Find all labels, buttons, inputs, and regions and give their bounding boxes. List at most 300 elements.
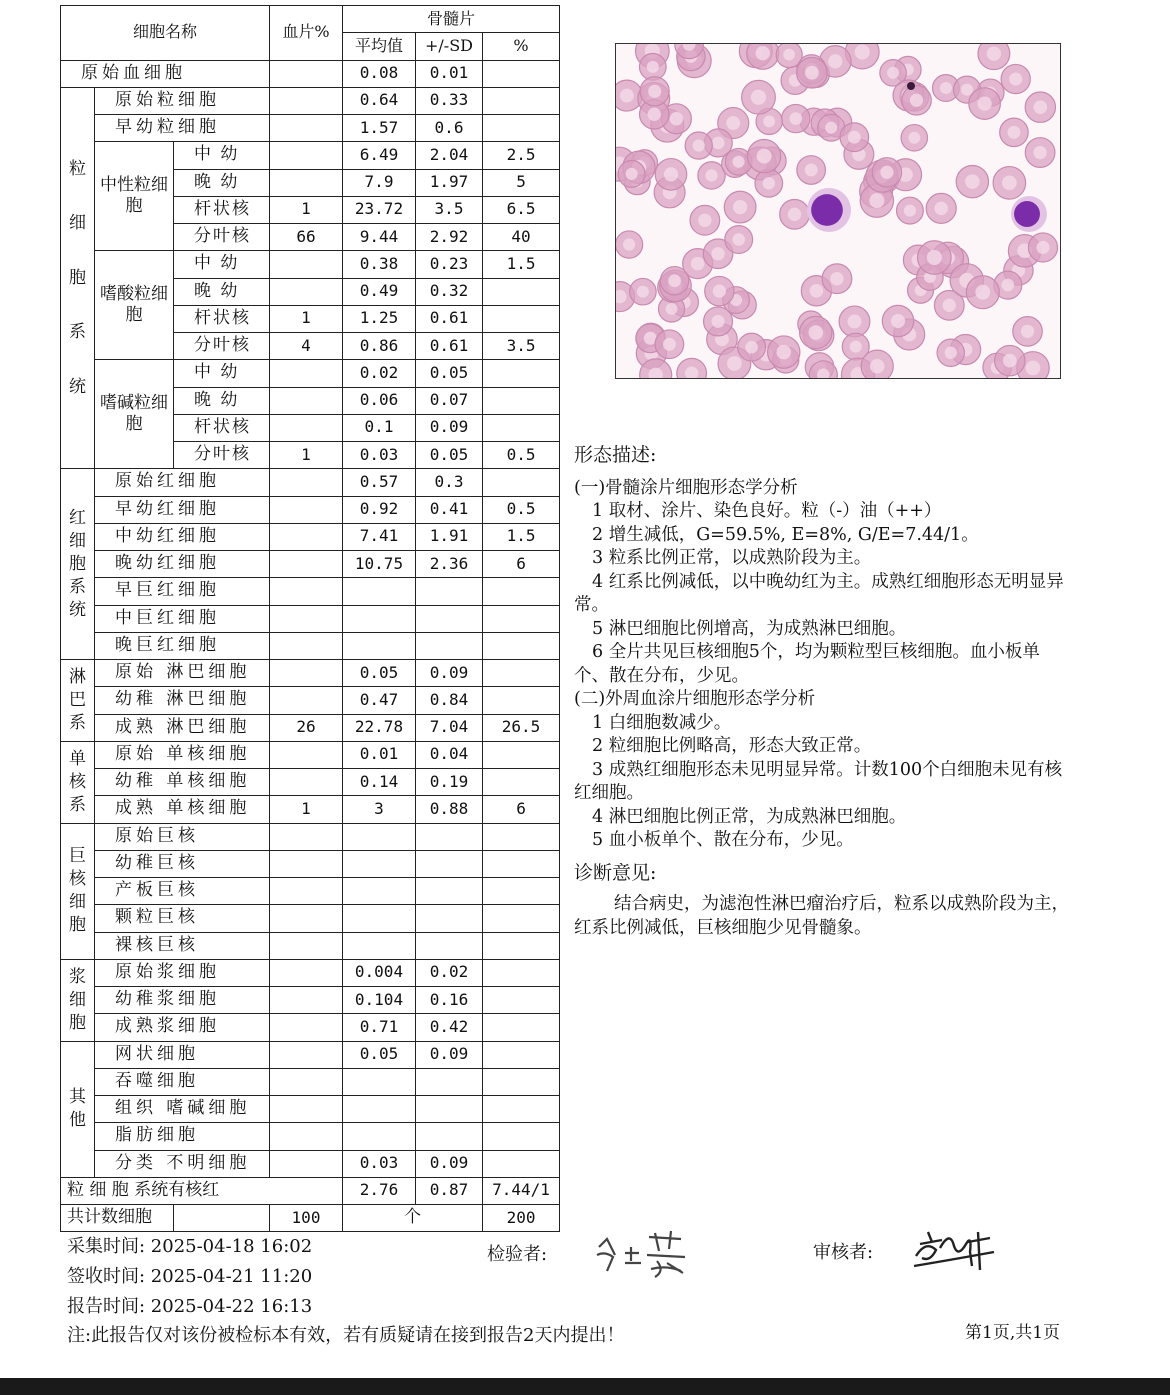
sd-value: 0.32 (416, 278, 483, 305)
rbc-pallor (788, 208, 801, 221)
row-label: 早幼粒细胞 (95, 115, 270, 142)
mean-value: 0.004 (343, 959, 416, 986)
pct-value (483, 1041, 560, 1068)
bottom-bar (0, 1378, 1170, 1395)
receive-time: 签收时间: 2025-04-21 11:20 (67, 1266, 313, 1287)
rbc-pallor (648, 108, 661, 121)
mean-value: 10.75 (343, 551, 416, 578)
pct-value: 0.5 (483, 442, 560, 469)
part1-item: 5 淋巴细胞比例增高，为成熟淋巴细胞。 (592, 618, 907, 639)
group-other: 其他 (61, 1041, 95, 1177)
rbc-pallor (763, 116, 775, 128)
mean-value: 0.71 (343, 1014, 416, 1041)
sd-value (416, 578, 483, 605)
examiner-signature (585, 1225, 695, 1280)
row-label: 分叶核 (174, 442, 270, 469)
pct-value (483, 1014, 560, 1041)
sd-value: 1.97 (416, 169, 483, 196)
sd-value: 1.91 (416, 523, 483, 550)
mean-value: 0.05 (343, 1041, 416, 1068)
mean-value: 0.02 (343, 360, 416, 387)
ratio-mean: 2.76 (343, 1177, 416, 1204)
pct-value: 0.5 (483, 496, 560, 523)
pct-value: 2.5 (483, 142, 560, 169)
row-label: 中幼红细胞 (95, 523, 270, 550)
rbc-pallor (711, 247, 724, 260)
rbc-pallor (757, 149, 772, 164)
sd-value: 0.61 (416, 305, 483, 332)
row-label: 幼稚巨核 (95, 850, 270, 877)
rbc-pallor (927, 250, 942, 265)
blood-value (270, 87, 343, 114)
rbc-pallor (943, 299, 956, 312)
rbc-pallor (663, 338, 676, 351)
sd-value: 0.23 (416, 251, 483, 278)
mean-value: 0.03 (343, 1150, 416, 1177)
blood-value (270, 1096, 343, 1123)
rbc-pallor (848, 131, 861, 144)
rbc-pallor (825, 122, 837, 134)
mean-value: 0.01 (343, 741, 416, 768)
pct-value (483, 769, 560, 796)
rbc-pallor (751, 90, 766, 105)
subgroup-eosino: 嗜酸粒细胞 (95, 251, 174, 360)
diagnosis-text: 结合病史，为滤泡性淋巴瘤治疗后，粒系以成熟阶段为主，红系比例减低，巨核细胞少见骨髓象。 (574, 894, 1069, 938)
mean-value: 0.05 (343, 660, 416, 687)
row-label: 杆状核 (174, 305, 270, 332)
header-mean: 平均值 (343, 33, 416, 60)
pct-value (483, 605, 560, 632)
disclaimer-note: 注:此报告仅对该份被检标本有效，若有质疑请在接到报告2天内提出！ (67, 1325, 625, 1346)
blood-value (270, 687, 343, 714)
pct-value: 6.5 (483, 196, 560, 223)
row-label: 分类 不明细胞 (95, 1150, 270, 1177)
rbc-pallor (733, 156, 745, 168)
sd-value (416, 1123, 483, 1150)
mean-value: 0.1 (343, 414, 416, 441)
page-number: 第1页,共1页 (965, 1323, 1061, 1343)
row-label: 中 幼 (174, 360, 270, 387)
sd-value: 0.07 (416, 387, 483, 414)
blood-value: 1 (270, 796, 343, 823)
pct-value (483, 987, 560, 1014)
mean-value: 22.78 (343, 714, 416, 741)
pct-value: 6 (483, 796, 560, 823)
pct-value: 40 (483, 224, 560, 251)
rbc-pallor (828, 54, 842, 68)
rbc-pallor (830, 272, 843, 285)
row-label: 颗粒巨核 (95, 905, 270, 932)
pct-value: 1.5 (483, 251, 560, 278)
blood-value (270, 660, 343, 687)
pct-value (483, 278, 560, 305)
group-lympho: 淋巴系 (61, 660, 95, 742)
part2-item: 5 血小板单个、散在分布，少见。 (592, 830, 854, 850)
part2-item: 4 淋巴细胞比例正常，为成熟淋巴细胞。 (592, 806, 907, 827)
blood-value (270, 741, 343, 768)
report-time: 报告时间: 2025-04-22 16:13 (67, 1296, 313, 1317)
rbc-pallor (732, 233, 745, 246)
blood-value (270, 169, 343, 196)
rbc-pallor (891, 314, 905, 328)
row-label: 晚幼红细胞 (95, 551, 270, 578)
rbc-pallor (940, 82, 952, 94)
pct-value (483, 878, 560, 905)
row-label: 中 幼 (174, 142, 270, 169)
sd-value (416, 905, 483, 932)
mean-value: 0.64 (343, 87, 416, 114)
leukocyte-nucleus (811, 194, 843, 226)
rbc-pallor (637, 286, 649, 298)
blood-value: 1 (270, 196, 343, 223)
row-label: 成熟 单核细胞 (95, 796, 270, 823)
rbc-pallor (713, 285, 726, 298)
rbc-pallor (726, 116, 740, 130)
rbc-pallor (848, 315, 862, 329)
blood-value (270, 115, 343, 142)
row-label: 原始 淋巴细胞 (95, 660, 270, 687)
sd-value: 0.09 (416, 1150, 483, 1177)
part2-item: 1 白细胞数减少。 (592, 712, 732, 733)
header-sd: +/-SD (416, 33, 483, 60)
sd-value: 0.02 (416, 959, 483, 986)
blood-value (270, 469, 343, 496)
pct-value (483, 414, 560, 441)
sd-value: 7.04 (416, 714, 483, 741)
mean-value (343, 878, 416, 905)
pct-value (483, 469, 560, 496)
sd-value (416, 1068, 483, 1095)
rbc-pallor (647, 61, 659, 73)
rbc-pallor (1001, 279, 1014, 292)
rbc-pallor (1021, 325, 1034, 338)
rbc-pallor (908, 132, 920, 144)
mean-value: 0.38 (343, 251, 416, 278)
pct-value (483, 741, 560, 768)
sd-value: 0.05 (416, 442, 483, 469)
row-label: 晚巨红细胞 (95, 632, 270, 659)
row-label: 早巨红细胞 (95, 578, 270, 605)
row-label: 网状细胞 (95, 1041, 270, 1068)
row-label: 分叶核 (174, 224, 270, 251)
row-label: 原始红细胞 (95, 469, 270, 496)
rbc-pallor (789, 112, 802, 125)
sd-value: 0.84 (416, 687, 483, 714)
mean-value (343, 823, 416, 850)
total-blood: 100 (270, 1205, 343, 1232)
bone-marrow-result-table (60, 5, 560, 1232)
blood-value (270, 1014, 343, 1041)
row-label: 产板巨核 (95, 878, 270, 905)
pct-value: 1.5 (483, 523, 560, 550)
mean-value: 0.06 (343, 387, 416, 414)
blood-value (270, 823, 343, 850)
rbc-pallor (1034, 100, 1048, 114)
mean-value (343, 932, 416, 959)
pct-value (483, 60, 560, 87)
pct-value: 3.5 (483, 333, 560, 360)
mean-value (343, 1096, 416, 1123)
blood-value: 1 (270, 442, 343, 469)
row-label: 裸核巨核 (95, 932, 270, 959)
row-label: 原始血细胞 (61, 60, 270, 87)
pct-value (483, 305, 560, 332)
rbc-pallor (668, 274, 681, 287)
mean-value: 0.57 (343, 469, 416, 496)
rbc-pallor (805, 164, 818, 177)
mean-value (343, 1123, 416, 1150)
sd-value (416, 823, 483, 850)
rbc-pallor (693, 139, 705, 151)
rbc-pallor (712, 137, 725, 150)
pct-value (483, 360, 560, 387)
mean-value (343, 850, 416, 877)
blood-value: 1 (270, 305, 343, 332)
blood-value (270, 551, 343, 578)
rbc-pallor (880, 166, 893, 179)
rbc-pallor (975, 285, 990, 300)
rbc-pallor (712, 315, 725, 328)
row-label: 早幼红细胞 (95, 496, 270, 523)
rbc-pallor (1002, 176, 1017, 191)
total-pct: 200 (483, 1205, 560, 1232)
rbc-pallor (626, 168, 638, 180)
sd-value: 0.04 (416, 741, 483, 768)
pct-value: 26.5 (483, 714, 560, 741)
row-label: 原始 单核细胞 (95, 741, 270, 768)
pct-value (483, 959, 560, 986)
blood-value (270, 905, 343, 932)
sd-value: 0.33 (416, 87, 483, 114)
rbc-pallor (965, 174, 980, 189)
sd-value: 0.16 (416, 987, 483, 1014)
blood-value (270, 1041, 343, 1068)
part2-item: 2 粒细胞比例略高，形态大致正常。 (592, 736, 872, 756)
row-label: 幼稚 淋巴细胞 (95, 687, 270, 714)
sd-value: 2.36 (416, 551, 483, 578)
part1-item: 3 粒系比例正常，以成熟阶段为主。 (592, 548, 872, 568)
mean-value: 7.9 (343, 169, 416, 196)
mean-value (343, 578, 416, 605)
pct-value (483, 1068, 560, 1095)
blood-smear-photo (615, 43, 1061, 379)
rbc-pallor (934, 202, 947, 215)
blood-value (270, 278, 343, 305)
rbc-pallor (1026, 361, 1041, 376)
platelet (907, 82, 915, 90)
rbc-pallor (756, 46, 770, 60)
pct-value (483, 932, 560, 959)
rbc-pallor (961, 84, 973, 96)
sd-value: 0.09 (416, 1041, 483, 1068)
sd-value: 0.09 (416, 660, 483, 687)
pct-value (483, 850, 560, 877)
rbc-pallor (869, 193, 884, 208)
blood-value (270, 605, 343, 632)
rbc-pallor (978, 96, 992, 110)
rbc-pallor (733, 200, 747, 214)
morphology-title: 形态描述: (574, 444, 657, 466)
group-mega: 巨核细胞 (61, 823, 95, 959)
pct-value (483, 1096, 560, 1123)
part2-title: (二)外周血涂片细胞形态学分析 (574, 689, 816, 709)
mean-value (343, 605, 416, 632)
blood-value: 4 (270, 333, 343, 360)
mean-value: 0.03 (343, 442, 416, 469)
blood-value (270, 632, 343, 659)
blood-value (270, 1150, 343, 1177)
mean-value: 1.57 (343, 115, 416, 142)
pct-value (483, 660, 560, 687)
row-label: 原始浆细胞 (95, 959, 270, 986)
rbc-pallor (810, 284, 824, 298)
pct-value: 5 (483, 169, 560, 196)
pct-value (483, 1123, 560, 1150)
header-cell-name: 细胞名称 (61, 6, 270, 61)
mean-value: 3 (343, 796, 416, 823)
blood-value: 66 (270, 224, 343, 251)
rbc-pallor (705, 169, 717, 181)
header-marrow: 骨髓片 (343, 6, 560, 33)
sd-value: 0.05 (416, 360, 483, 387)
rbc-pallor (698, 214, 711, 227)
total-unit: 个 (343, 1205, 483, 1232)
sd-value (416, 632, 483, 659)
blood-value (270, 878, 343, 905)
mean-value: 6.49 (343, 142, 416, 169)
part1-title: (一)骨髓涂片细胞形态学分析 (574, 477, 798, 498)
blood-value (270, 523, 343, 550)
mean-value: 0.14 (343, 769, 416, 796)
blood-value: 26 (270, 714, 343, 741)
sd-value: 0.19 (416, 769, 483, 796)
blood-value (270, 932, 343, 959)
pct-value (483, 1150, 560, 1177)
pct-value (483, 87, 560, 114)
rbc-pallor (910, 94, 923, 107)
rbc-pallor (1003, 354, 1017, 368)
row-label: 成熟 淋巴细胞 (95, 714, 270, 741)
rbc-pallor (620, 89, 634, 103)
blood-value (270, 1123, 343, 1150)
rbc-pallor (648, 85, 661, 98)
mean-value: 0.49 (343, 278, 416, 305)
row-label: 杆状核 (174, 414, 270, 441)
total-blank (174, 1205, 270, 1232)
mean-value: 0.08 (343, 60, 416, 87)
total-label: 共计数细胞 (61, 1205, 174, 1232)
sd-value: 0.41 (416, 496, 483, 523)
rbc-pallor (783, 49, 795, 61)
blood-value (270, 578, 343, 605)
group-plasma: 浆细胞 (61, 959, 95, 1041)
rbc-pallor (670, 112, 683, 125)
group-erythro: 红细胞系统 (61, 469, 95, 660)
ratio-pct: 7.44/1 (483, 1177, 560, 1204)
blood-value (270, 850, 343, 877)
sd-value: 0.61 (416, 333, 483, 360)
ratio-sd: 0.87 (416, 1177, 483, 1204)
rbc-pallor (727, 356, 742, 371)
part1-item: 1 取材、涂片、染色良好。粒（-）油（++） (592, 501, 942, 521)
pct-value (483, 387, 560, 414)
rbc-pallor (887, 67, 899, 79)
sd-value: 0.01 (416, 60, 483, 87)
rbc-pallor (904, 205, 916, 217)
row-label: 原始巨核 (95, 823, 270, 850)
mean-value (343, 1068, 416, 1095)
sd-value (416, 605, 483, 632)
mean-value (343, 905, 416, 932)
row-label: 晚 幼 (174, 387, 270, 414)
rbc-pallor (1033, 146, 1046, 159)
group-granulocyte: 粒细胞系统 (61, 87, 95, 469)
row-label: 分叶核 (174, 333, 270, 360)
part2-item: 3 成熟红细胞形态未见明显异常。计数100个白细胞未见有核红细胞。 (574, 759, 1063, 803)
row-label: 脂肪细胞 (95, 1123, 270, 1150)
morphology-panel (574, 444, 1069, 940)
row-label: 原始粒细胞 (95, 87, 270, 114)
diagnosis-title: 诊断意见: (574, 861, 657, 884)
rbc-pallor (1008, 126, 1021, 139)
row-label: 晚 幼 (174, 278, 270, 305)
subgroup-baso: 嗜碱粒细胞 (95, 360, 174, 469)
rbc-pallor (987, 47, 1001, 61)
mean-value: 0.47 (343, 687, 416, 714)
pct-value (483, 905, 560, 932)
mean-value: 0.92 (343, 496, 416, 523)
header-blood-pct: 血片% (270, 6, 343, 61)
blood-value (270, 959, 343, 986)
collect-time: 采集时间: 2025-04-18 16:02 (67, 1236, 313, 1257)
row-label: 中 幼 (174, 251, 270, 278)
part1-item: 6 全片共见巨核细胞5个，均为颗粒型巨核细胞。血小板单个、散在分布，少见。 (574, 642, 1040, 686)
row-label: 吞噬细胞 (95, 1068, 270, 1095)
rbc-pallor (805, 66, 819, 80)
ratio-label: 粒 细 胞 系统有核红 (61, 1177, 343, 1204)
sd-value: 0.42 (416, 1014, 483, 1041)
blood-value (270, 387, 343, 414)
blood-value (270, 1068, 343, 1095)
sd-value (416, 932, 483, 959)
row-label: 晚 幼 (174, 169, 270, 196)
blood-value (270, 496, 343, 523)
sd-value: 0.6 (416, 115, 483, 142)
rbc-pallor (745, 341, 758, 354)
row-label: 杆状核 (174, 196, 270, 223)
reviewer-signature (910, 1222, 1000, 1280)
mean-value: 1.25 (343, 305, 416, 332)
rbc-pallor (623, 238, 635, 250)
row-label: 成熟浆细胞 (95, 1014, 270, 1041)
rbc-pallor (855, 44, 870, 59)
mean-value (343, 632, 416, 659)
sd-value (416, 850, 483, 877)
blood-value (270, 769, 343, 796)
part1-item: 4 红系比例减低，以中晚幼红为主。成熟红细胞形态无明显异常。 (574, 571, 1064, 615)
reviewer-label: 审核者: (813, 1242, 874, 1263)
mean-value: 0.104 (343, 987, 416, 1014)
rbc-pallor (691, 257, 704, 270)
blood-value (270, 987, 343, 1014)
pct-value (483, 823, 560, 850)
blood-value (270, 251, 343, 278)
mean-value: 0.86 (343, 333, 416, 360)
rbc-pallor (664, 167, 678, 181)
mean-value: 23.72 (343, 196, 416, 223)
part1-item: 2 增生减低，G=59.5%, E=8%, G/E=7.44/1。 (592, 524, 979, 545)
blood-value (270, 414, 343, 441)
